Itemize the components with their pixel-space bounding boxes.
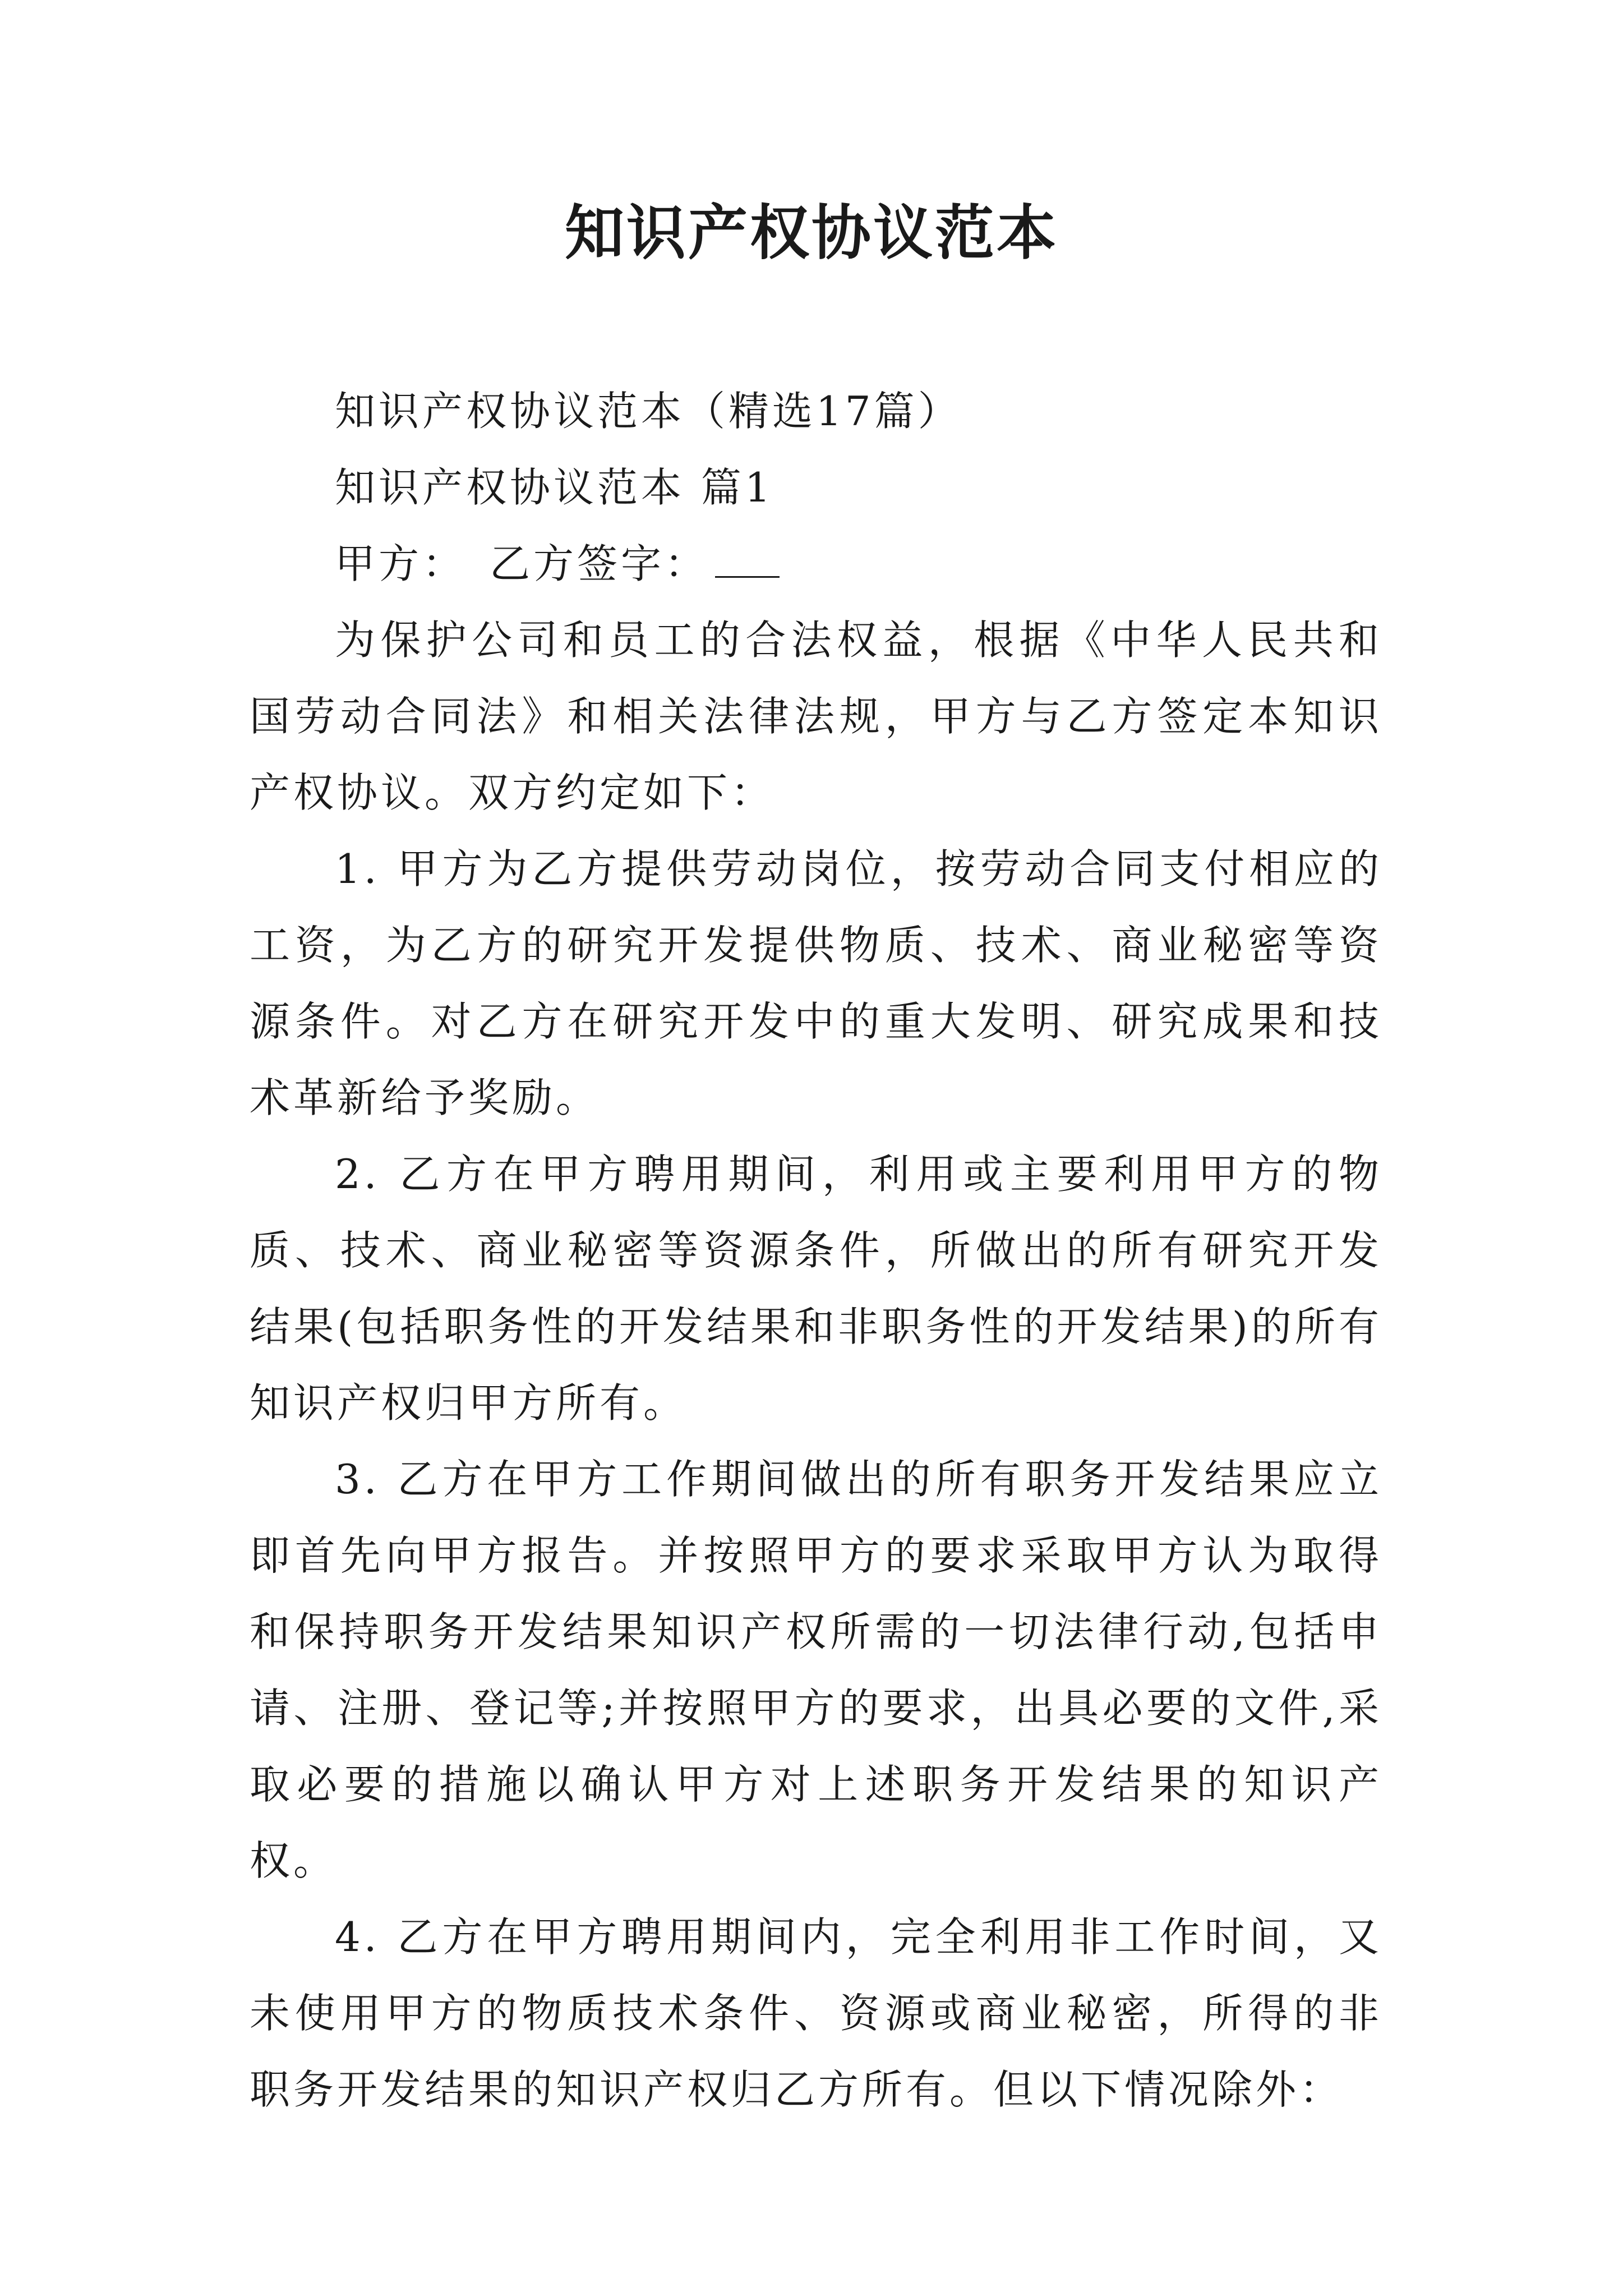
party-a-label: 甲方： xyxy=(335,540,446,587)
party-b-signature-label: 乙方签字： xyxy=(490,540,709,587)
parties-line xyxy=(250,526,1382,602)
paragraph-intro: 为保护公司和员工的合法权益，根据《中华人民共和国劳动合同法》和相关法律法规，甲方与乙方签定本知识产权协议。双方约定如下： xyxy=(250,616,1382,816)
paragraph-clause-3: 3. 乙方在甲方工作期间做出的所有职务开发结果应立即首先向甲方报告。并按照甲方的要求采取甲方认为取得和保持职务开发结果知识产权所需的一切法律行动,包括申请、注册、登记等;并按照甲方的要求，出具必要的文件,采取必要的措施以确认甲方对上述职务开发结果的知识产权。 xyxy=(250,1456,1382,1884)
paragraph-clause-1: 1. 甲方为乙方提供劳动岗位，按劳动合同支付相应的工资，为乙方的研究开发提供物质、技术、商业秘密等资源条件。对乙方在研究开发中的重大发明、研究成果和技术革新给予奖励。 xyxy=(250,845,1382,1121)
document-subtitle: 知识产权协议范本（精选17篇） xyxy=(335,388,962,435)
section-heading: 知识产权协议范本 篇1 xyxy=(335,464,774,511)
paragraph-clause-4: 4. 乙方在甲方聘用期间内，完全利用非工作时间，又未使用甲方的物质技术条件、资源或商业秘密，所得的非职务开发结果的知识产权归乙方所有。但以下情况除外： xyxy=(250,1913,1382,2113)
document-body xyxy=(250,373,1382,2128)
document-title: 知识产权协议范本 xyxy=(565,197,1058,268)
signature-blank xyxy=(715,542,780,578)
paragraph-clause-2: 2. 乙方在甲方聘用期间，利用或主要利用甲方的物质、技术、商业秘密等资源条件，所做出的所有研究开发结果(包括职务性的开发结果和非职务性的开发结果)的所有知识产权归甲方所有。 xyxy=(250,1151,1382,1427)
